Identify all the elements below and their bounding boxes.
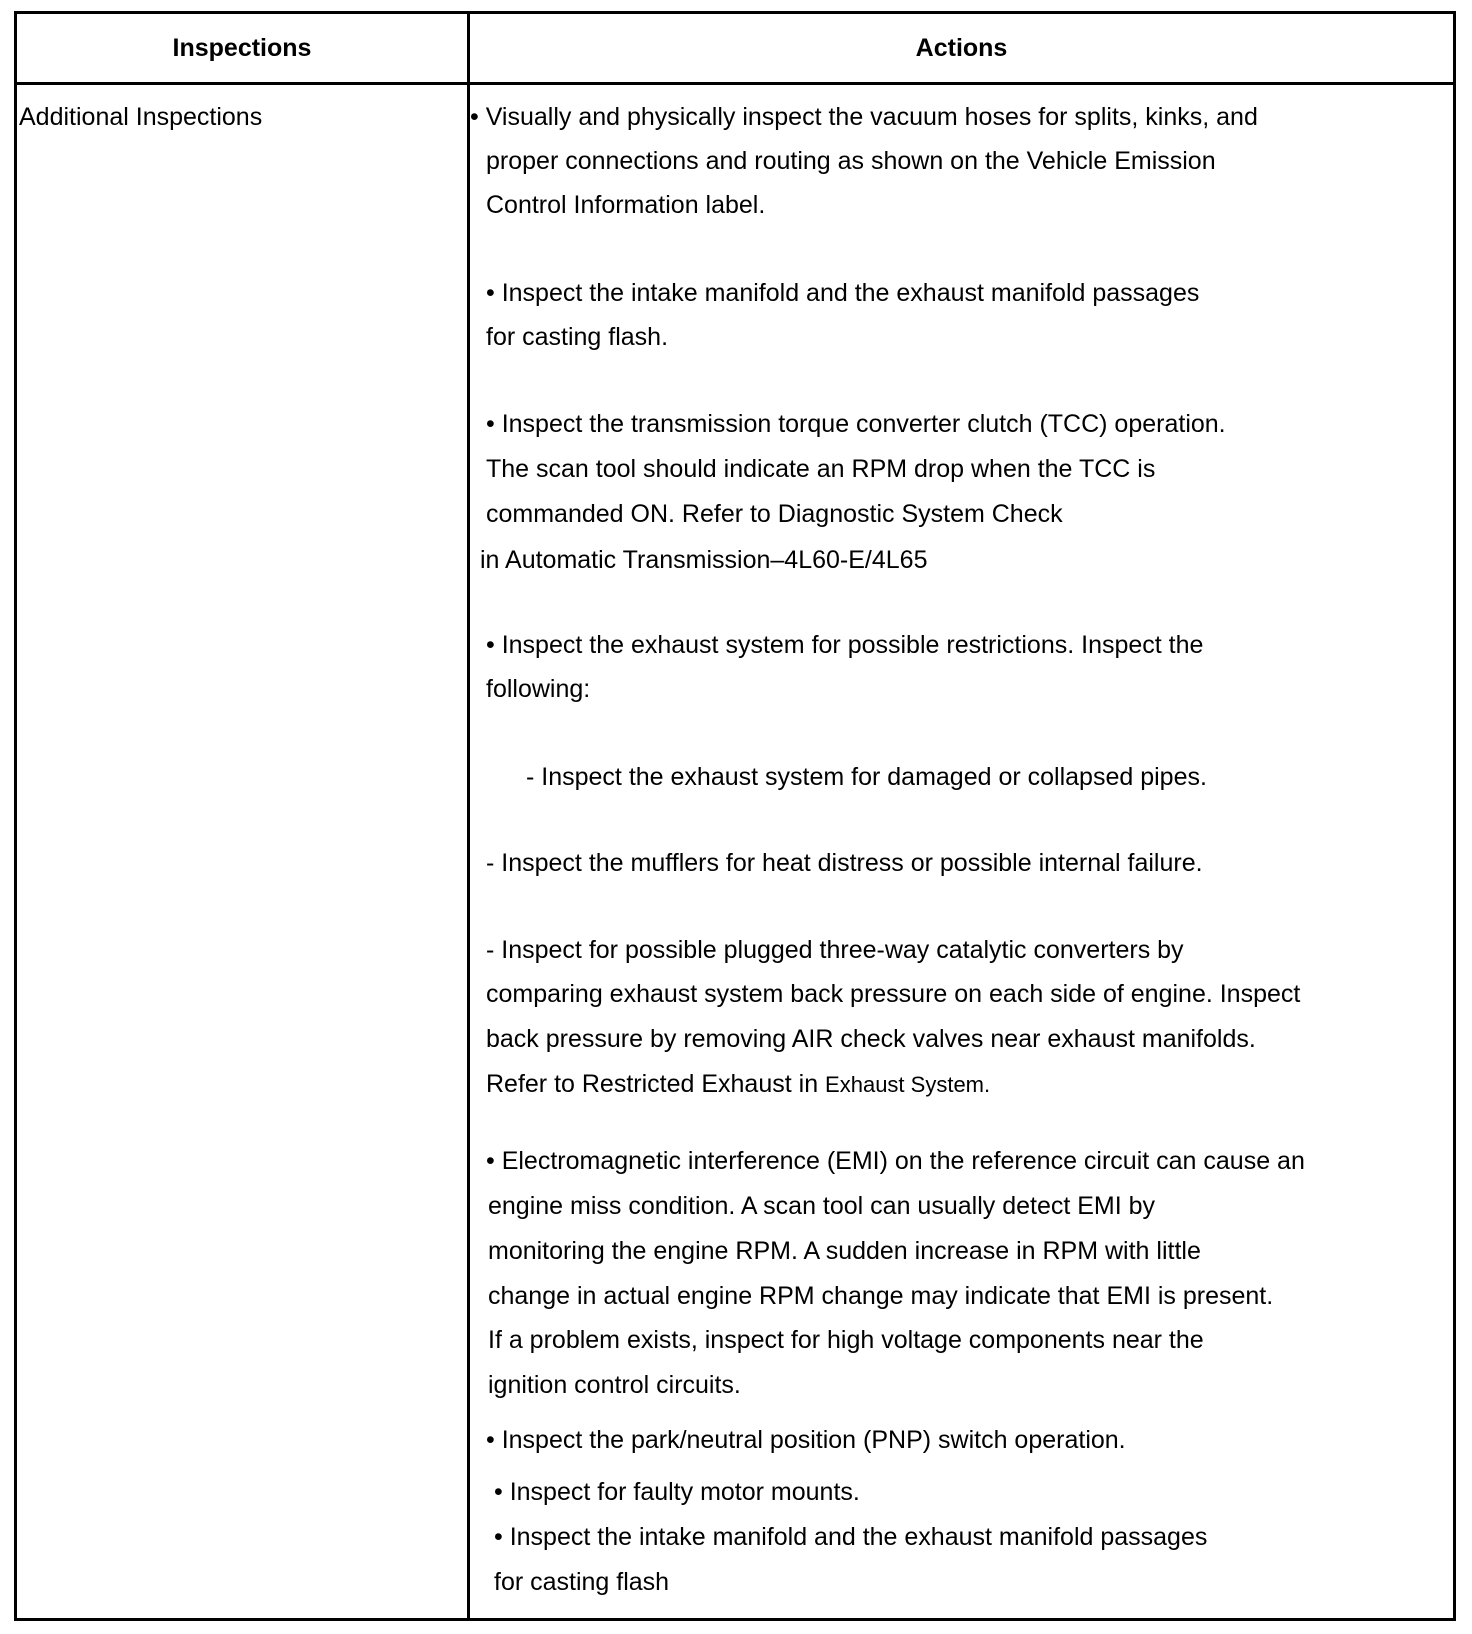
action-line: monitoring the engine RPM. A sudden increase in RPM with little: [488, 1237, 1201, 1265]
action-line: proper connections and routing as shown on the Vehicle Emission: [486, 147, 1216, 175]
action-line: If a problem exists, inspect for high voltage components near the: [488, 1326, 1204, 1354]
action-line: in Automatic Transmission–4L60-E/4L65: [480, 546, 928, 574]
action-line: • Electromagnetic interference (EMI) on the reference circuit can cause an: [486, 1147, 1305, 1175]
action-line: change in actual engine RPM change may indicate that EMI is present.: [488, 1282, 1274, 1310]
action-line: following:: [486, 675, 591, 703]
action-line: • Inspect for faulty motor mounts.: [494, 1478, 860, 1506]
action-line: back pressure by removing AIR check valves near exhaust manifolds.: [486, 1025, 1256, 1053]
action-line: • Inspect the intake manifold and the exhaust manifold passages: [486, 279, 1200, 307]
action-line: ignition control circuits.: [488, 1371, 741, 1399]
action-line: • Visually and physically inspect the vacuum hoses for splits, kinks, and: [470, 103, 1258, 131]
exhaust-system-reference: Exhaust System.: [825, 1072, 991, 1097]
action-line: commanded ON. Refer to Diagnostic System Check: [486, 500, 1063, 528]
column-divider: [467, 14, 470, 1618]
action-line: for casting flash: [494, 1568, 670, 1596]
action-line: [486, 1069, 990, 1100]
action-line: The scan tool should indicate an RPM drop when the TCC is: [486, 455, 1156, 483]
action-line: comparing exhaust system back pressure on each side of engine. Inspect: [486, 980, 1301, 1008]
action-line: - Inspect the mufflers for heat distress or possible internal failure.: [486, 849, 1203, 877]
action-line: • Inspect the transmission torque converter clutch (TCC) operation.: [486, 410, 1226, 438]
action-line: - Inspect for possible plugged three-way catalytic converters by: [486, 936, 1184, 964]
header-inspections: Inspections: [172, 34, 312, 62]
action-line: - Inspect the exhaust system for damaged or collapsed pipes.: [526, 763, 1207, 791]
header-actions: Actions: [915, 34, 1008, 62]
inspection-cell: Additional Inspections: [19, 103, 263, 131]
action-line: • Inspect the park/neutral position (PNP) switch operation.: [486, 1426, 1126, 1454]
restricted-exhaust-text: Refer to Restricted Exhaust in: [486, 1070, 826, 1098]
inspection-table: [14, 11, 1456, 1621]
action-line: • Inspect the intake manifold and the exhaust manifold passages: [494, 1523, 1208, 1551]
action-line: • Inspect the exhaust system for possible restrictions. Inspect the: [486, 631, 1204, 659]
action-line: engine miss condition. A scan tool can usually detect EMI by: [488, 1192, 1156, 1220]
header-divider: [17, 82, 1453, 85]
action-line: for casting flash.: [486, 323, 669, 351]
action-line: Control Information label.: [486, 191, 766, 219]
